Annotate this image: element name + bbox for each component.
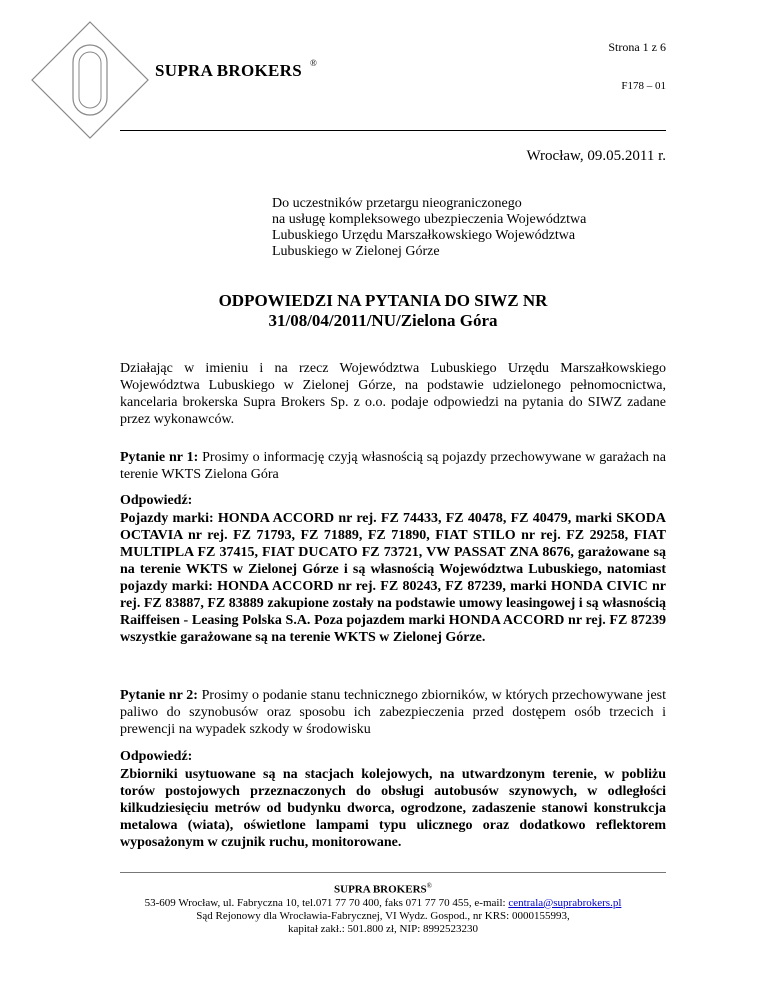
intro-paragraph: Działając w imieniu i na rzecz Województwa Lubuskiego Urzędu Marszałkowskiego Województwa Lubuskiego w Zielonej Górze, na podstawie udzielonego pełnomocnictwa, kancelaria brokerska Supra Brokers Sp. z o.o. podaje odpowiedzi na pytania do SIWZ zadane przez wykonawców. (120, 361, 666, 427)
footer-divider (120, 872, 666, 873)
question-1 (120, 449, 666, 483)
footer-email-link[interactable]: centrala@suprabrokers.pl (508, 896, 622, 909)
header-divider (120, 130, 666, 131)
date-line: Wrocław, 09.05.2011 r. (526, 148, 666, 164)
page-number: Strona 1 z 6 (608, 40, 666, 54)
question-2-text: Prosimy o podanie stanu technicznego zbiorników, w których przechowywane jest paliwo do szynobusów oraz sposobu ich zabezpieczenia przed dostępem osób trzecich i prewencji na wypadek szkody w środowisku (120, 688, 666, 737)
footer-address-text: 53-609 Wrocław, ul. Fabryczna 10, tel.071 77 70 400, faks 071 77 70 455, e-mail: (144, 896, 509, 909)
title-line-2: 31/08/04/2011/NU/Zielona Góra (268, 311, 498, 330)
question-1-label: Pytanie nr 1: (120, 450, 199, 465)
registered-mark: ® (310, 58, 318, 68)
question-2 (120, 687, 666, 738)
addressee-line: Lubuskiego Urzędu Marszałkowskiego Województwa (272, 228, 576, 243)
answer-2-text: Zbiorniki usytuowane są na stacjach kolejowych, na utwardzonym terenie, w pobliżu torów postojowych przeznaczonych do obsługi autobusów szynowych, w odległości kilkudziesięciu metrów od budynku dworca, ogrodzone, zadaszenie stanowi konstrukcja metalowa (wiata), oświetlone lampami typu ulicznego oraz dodatkowo reflektorem wyposażonym w czujnik ruchu, monitorowane. (120, 767, 666, 850)
footer-court: Sąd Rejonowy dla Wrocławia-Fabrycznej, VI Wydz. Gospod., nr KRS: 0000155993, (196, 909, 570, 922)
footer-brand: SUPRA BROKERS® (334, 882, 432, 896)
footer-capital: kapitał zakł.: 501.800 zł, NIP: 8992523230 (287, 922, 479, 935)
footer (100, 880, 666, 936)
addressee-block (272, 196, 586, 260)
addressee-line: Lubuskiego w Zielonej Górze (272, 244, 440, 259)
question-2-label: Pytanie nr 2: (120, 688, 198, 703)
footer-address (100, 897, 666, 910)
supra-brokers-logo (30, 20, 150, 140)
document-title (100, 291, 666, 331)
footer-registered-mark: ® (426, 882, 432, 890)
answer-1-text: Pojazdy marki: HONDA ACCORD nr rej. FZ 74433, FZ 40478, FZ 40479, marki SKODA OCTAVIA nr rej. FZ 71793, FZ 71889, FZ 71890, FIAT STILO nr rej. FZ 29258, FIAT MULTIPLA FZ 37415, FIAT DUCATO FZ 73721, VW PASSAT ZNA 8676, garażowane są na terenie WKTS w Zielonej Górze i są własnością Województwa Lubuskiego, natomiast pojazdy marki: HONDA ACCORD nr rej. FZ 80243, FZ 87239, marki HONDA CIVIC nr rej. FZ 83887, FZ 83889 zakupione zostały na podstawie umowy leasingowej i są własnością Raiffeisen - Leasing Polska S.A. Poza pojazdem marki HONDA ACCORD nr rej. FZ 87239 wszystkie garażowane są na terenie WKTS w Zielonej Górze. (120, 511, 666, 645)
title-line-1: ODPOWIEDZI NA PYTANIA DO SIWZ NR (218, 291, 548, 310)
question-1-text: Prosimy o informację czyją własnością są pojazdy przechowywane w garażach na terenie WKTS Zielona Góra (120, 450, 667, 482)
addressee-line: Do uczestników przetargu nieograniczonego (272, 196, 522, 211)
answer-1-label: Odpowiedź: (120, 493, 193, 508)
company-name: SUPRA BROKERS ® (155, 58, 318, 80)
addressee-line: na usługę kompleksowego ubezpieczenia Województwa (272, 212, 587, 227)
form-code: F178 – 01 (621, 80, 666, 92)
answer-2-label: Odpowiedź: (120, 749, 193, 764)
